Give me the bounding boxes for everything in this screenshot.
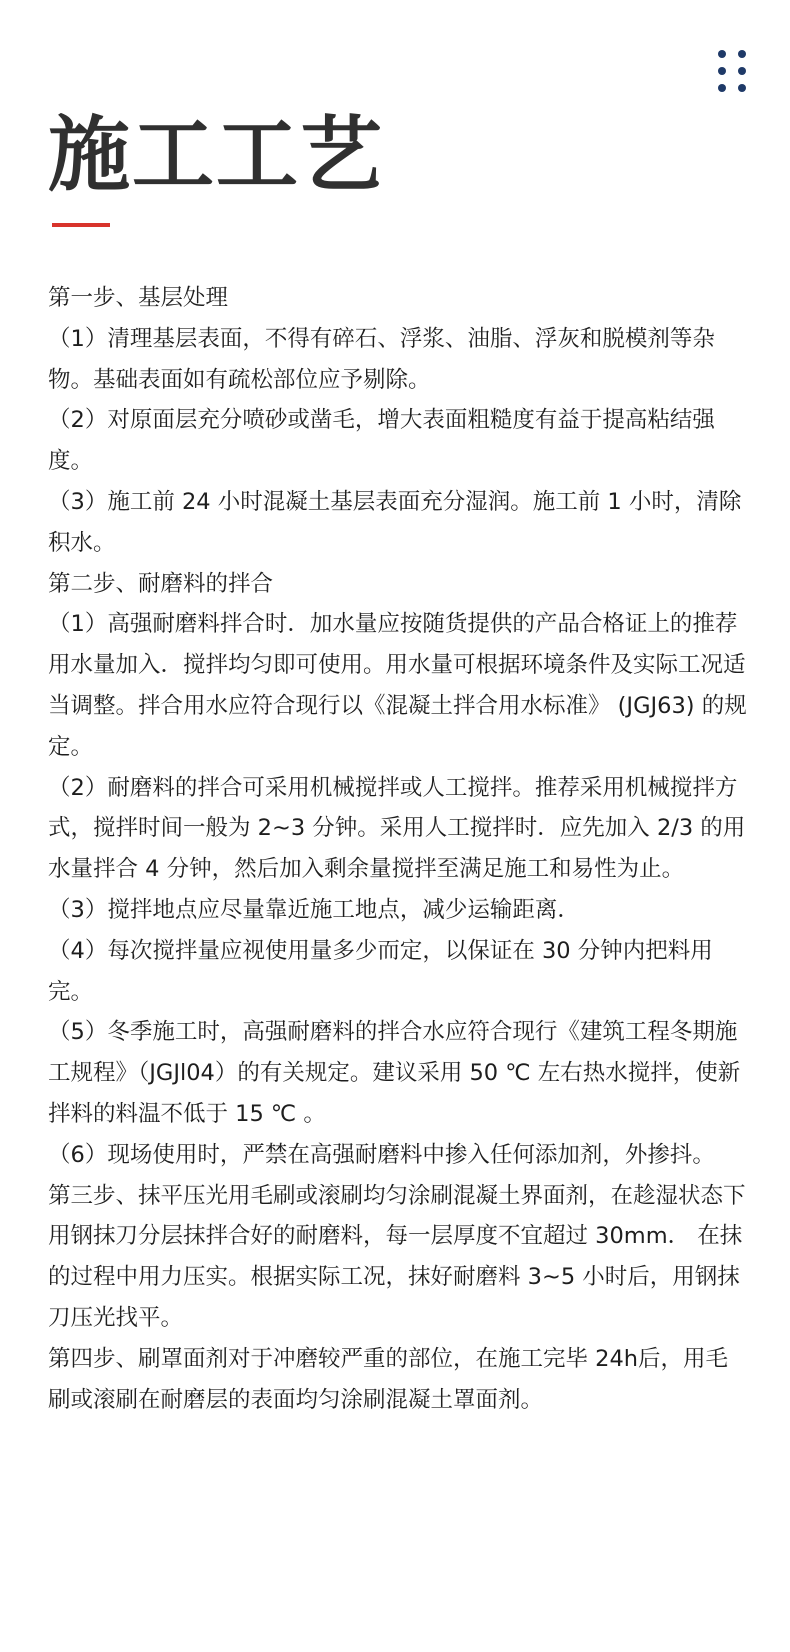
step-heading: 第二步、耐磨料的拌合	[48, 570, 274, 597]
paragraph: （5）冬季施工时，高强耐磨料的拌合水应符合现行《建筑工程冬期施工规程》（JGJl04）的有关规定。建议采用 50 ℃ 左右热水搅拌，使新拌料的料温不低于 15 ℃ 。	[48, 1019, 741, 1127]
paragraph: （3）施工前 24 小时混凝土基层表面充分湿润。施工前 1 小时，清除积水。	[48, 488, 742, 556]
page-title: 施工工艺	[48, 108, 385, 203]
dot	[738, 84, 746, 92]
dot	[738, 50, 746, 58]
paragraph: （1）清理基层表面，不得有碎石、浮浆、油脂、浮灰和脱模剂等杂物。基础表面如有疏松部位应予剔除。	[48, 325, 715, 393]
article-body	[48, 278, 748, 1420]
dot	[718, 84, 726, 92]
paragraph: （6）现场使用时，严禁在高强耐磨料中掺入任何添加剂，外掺抖。	[48, 1141, 715, 1168]
paragraph: （1）高强耐磨料拌合时．加水量应按随货提供的产品合格证上的推荐用水量加入．搅拌均匀即可使用。用水量可根据环境条件及实际工况适当调整。拌合用水应符合现行以《混凝土拌合用水标准》 (JGJ63) 的规定。	[48, 611, 747, 760]
dots-grid-icon[interactable]	[718, 50, 748, 98]
paragraph: （2）对原面层充分喷砂或凿毛，增大表面粗糙度有益于提高粘结强度。	[48, 407, 715, 475]
dot	[718, 67, 726, 75]
step-paragraph: 第四步、刷罩面剂对于冲磨较严重的部位，在施工完毕 24h后，用毛刷或滚刷在耐磨层的表面均匀涂刷混凝土罩面剂。	[48, 1345, 729, 1413]
paragraph: （2）耐磨料的拌合可采用机械搅拌或人工搅拌。推荐采用机械搅拌方式，搅拌时间一般为 2~3 分钟。采用人工搅拌时．应先加入 2/3 的用水量拌合 4 分钟，然后加入剩余量搅拌至满足施工和易性为止。	[48, 774, 746, 883]
dot	[718, 50, 726, 58]
dot	[738, 67, 746, 75]
title-underline	[52, 223, 110, 227]
step-heading: 第一步、基层处理	[48, 285, 229, 311]
step-paragraph: 第三步、抹平压光用毛刷或滚刷均匀涂刷混凝土界面剂，在趁湿状态下用钢抹刀分层抹拌合好的耐磨料，每一层厚度不宜超过 30mm． 在抹的过程中用力压实。根据实际工况，抹好耐磨料 3~5 小时后，用钢抹刀压光找平。	[48, 1182, 746, 1331]
paragraph: （4）每次搅拌量应视使用量多少而定，以保证在 30 分钟内把料用完。	[48, 937, 713, 1005]
paragraph: （3）搅拌地点应尽量靠近施工地点，减少运输距离．	[48, 896, 580, 923]
